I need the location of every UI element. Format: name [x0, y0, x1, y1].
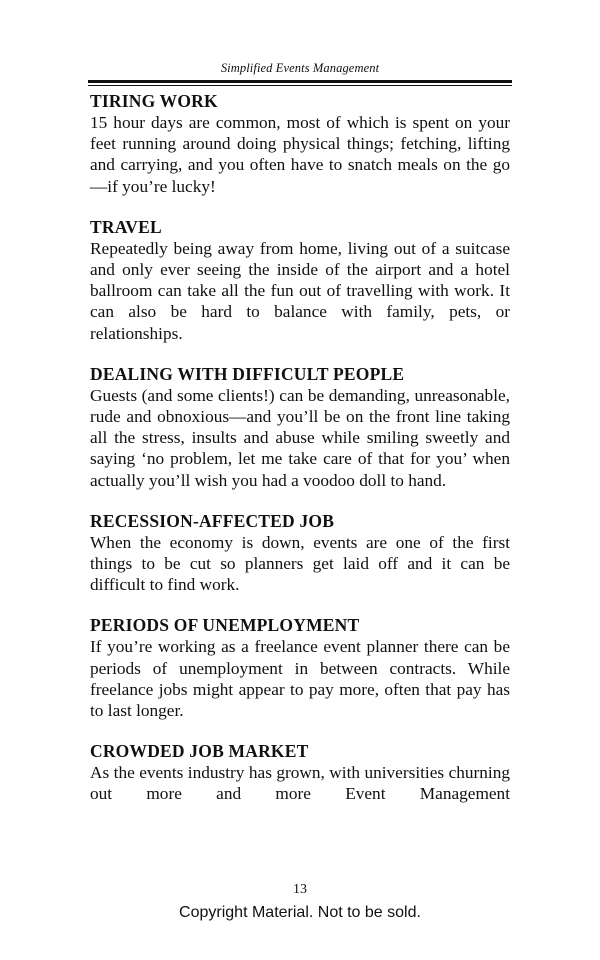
body-text	[90, 90, 510, 824]
section-crowded-market	[90, 740, 510, 804]
section-difficult-people	[90, 363, 510, 491]
section-unemployment	[90, 614, 510, 721]
section-travel	[90, 216, 510, 344]
section-heading: DEALING WITH DIFFICULT PEOPLE	[90, 363, 405, 384]
section-heading: TRAVEL	[90, 216, 162, 237]
section-paragraph: Repeatedly being away from home, living out of a suitcase and only ever seeing the inside of the airport and a hotel ballroom can take all the fun out of travelling with work. It can also be hard to balance with family, pets, or relationships.	[90, 238, 510, 343]
section-paragraph: Guests (and some clients!) can be demanding, unreasonable, rude and obnoxious—and you’ll be on the front line taking all the stress, insults and abuse while smiling sweetly and saying ‘no problem, let me take care of that for you’ when actually you’ll wish you had a voodoo doll to hand.	[90, 385, 510, 490]
header-rule-thin	[88, 85, 512, 86]
section-paragraph: When the economy is down, events are one of the first things to be cut so planners get laid off and it can be difficult to find work.	[90, 532, 510, 595]
section-paragraph: As the events industry has grown, with universities churning out more and more Event Management	[90, 763, 510, 804]
section-tiring-work	[90, 90, 510, 197]
section-heading: TIRING WORK	[90, 91, 218, 111]
section-paragraph: 15 hour days are common, most of which is spent on your feet running around doing physical things; fetching, lifting and carrying, and you often have to snatch meals on the go—if you’re lucky!	[90, 113, 510, 196]
section-heading: RECESSION-AFFECTED JOB	[90, 510, 335, 531]
page-number: 13	[293, 882, 307, 897]
section-recession	[90, 510, 510, 596]
running-head: Simplified Events Management	[220, 61, 380, 75]
section-heading: CROWDED JOB MARKET	[90, 741, 309, 762]
copyright-notice: Copyright Material. Not to be sold.	[179, 904, 421, 921]
section-heading: PERIODS OF UNEMPLOYMENT	[90, 615, 360, 636]
section-paragraph: If you’re working as a freelance event planner there can be periods of unemployment in between contracts. While freelance jobs might appear to pay more, often that pay has to last longer.	[90, 637, 510, 721]
header-rule-thick	[88, 80, 512, 83]
